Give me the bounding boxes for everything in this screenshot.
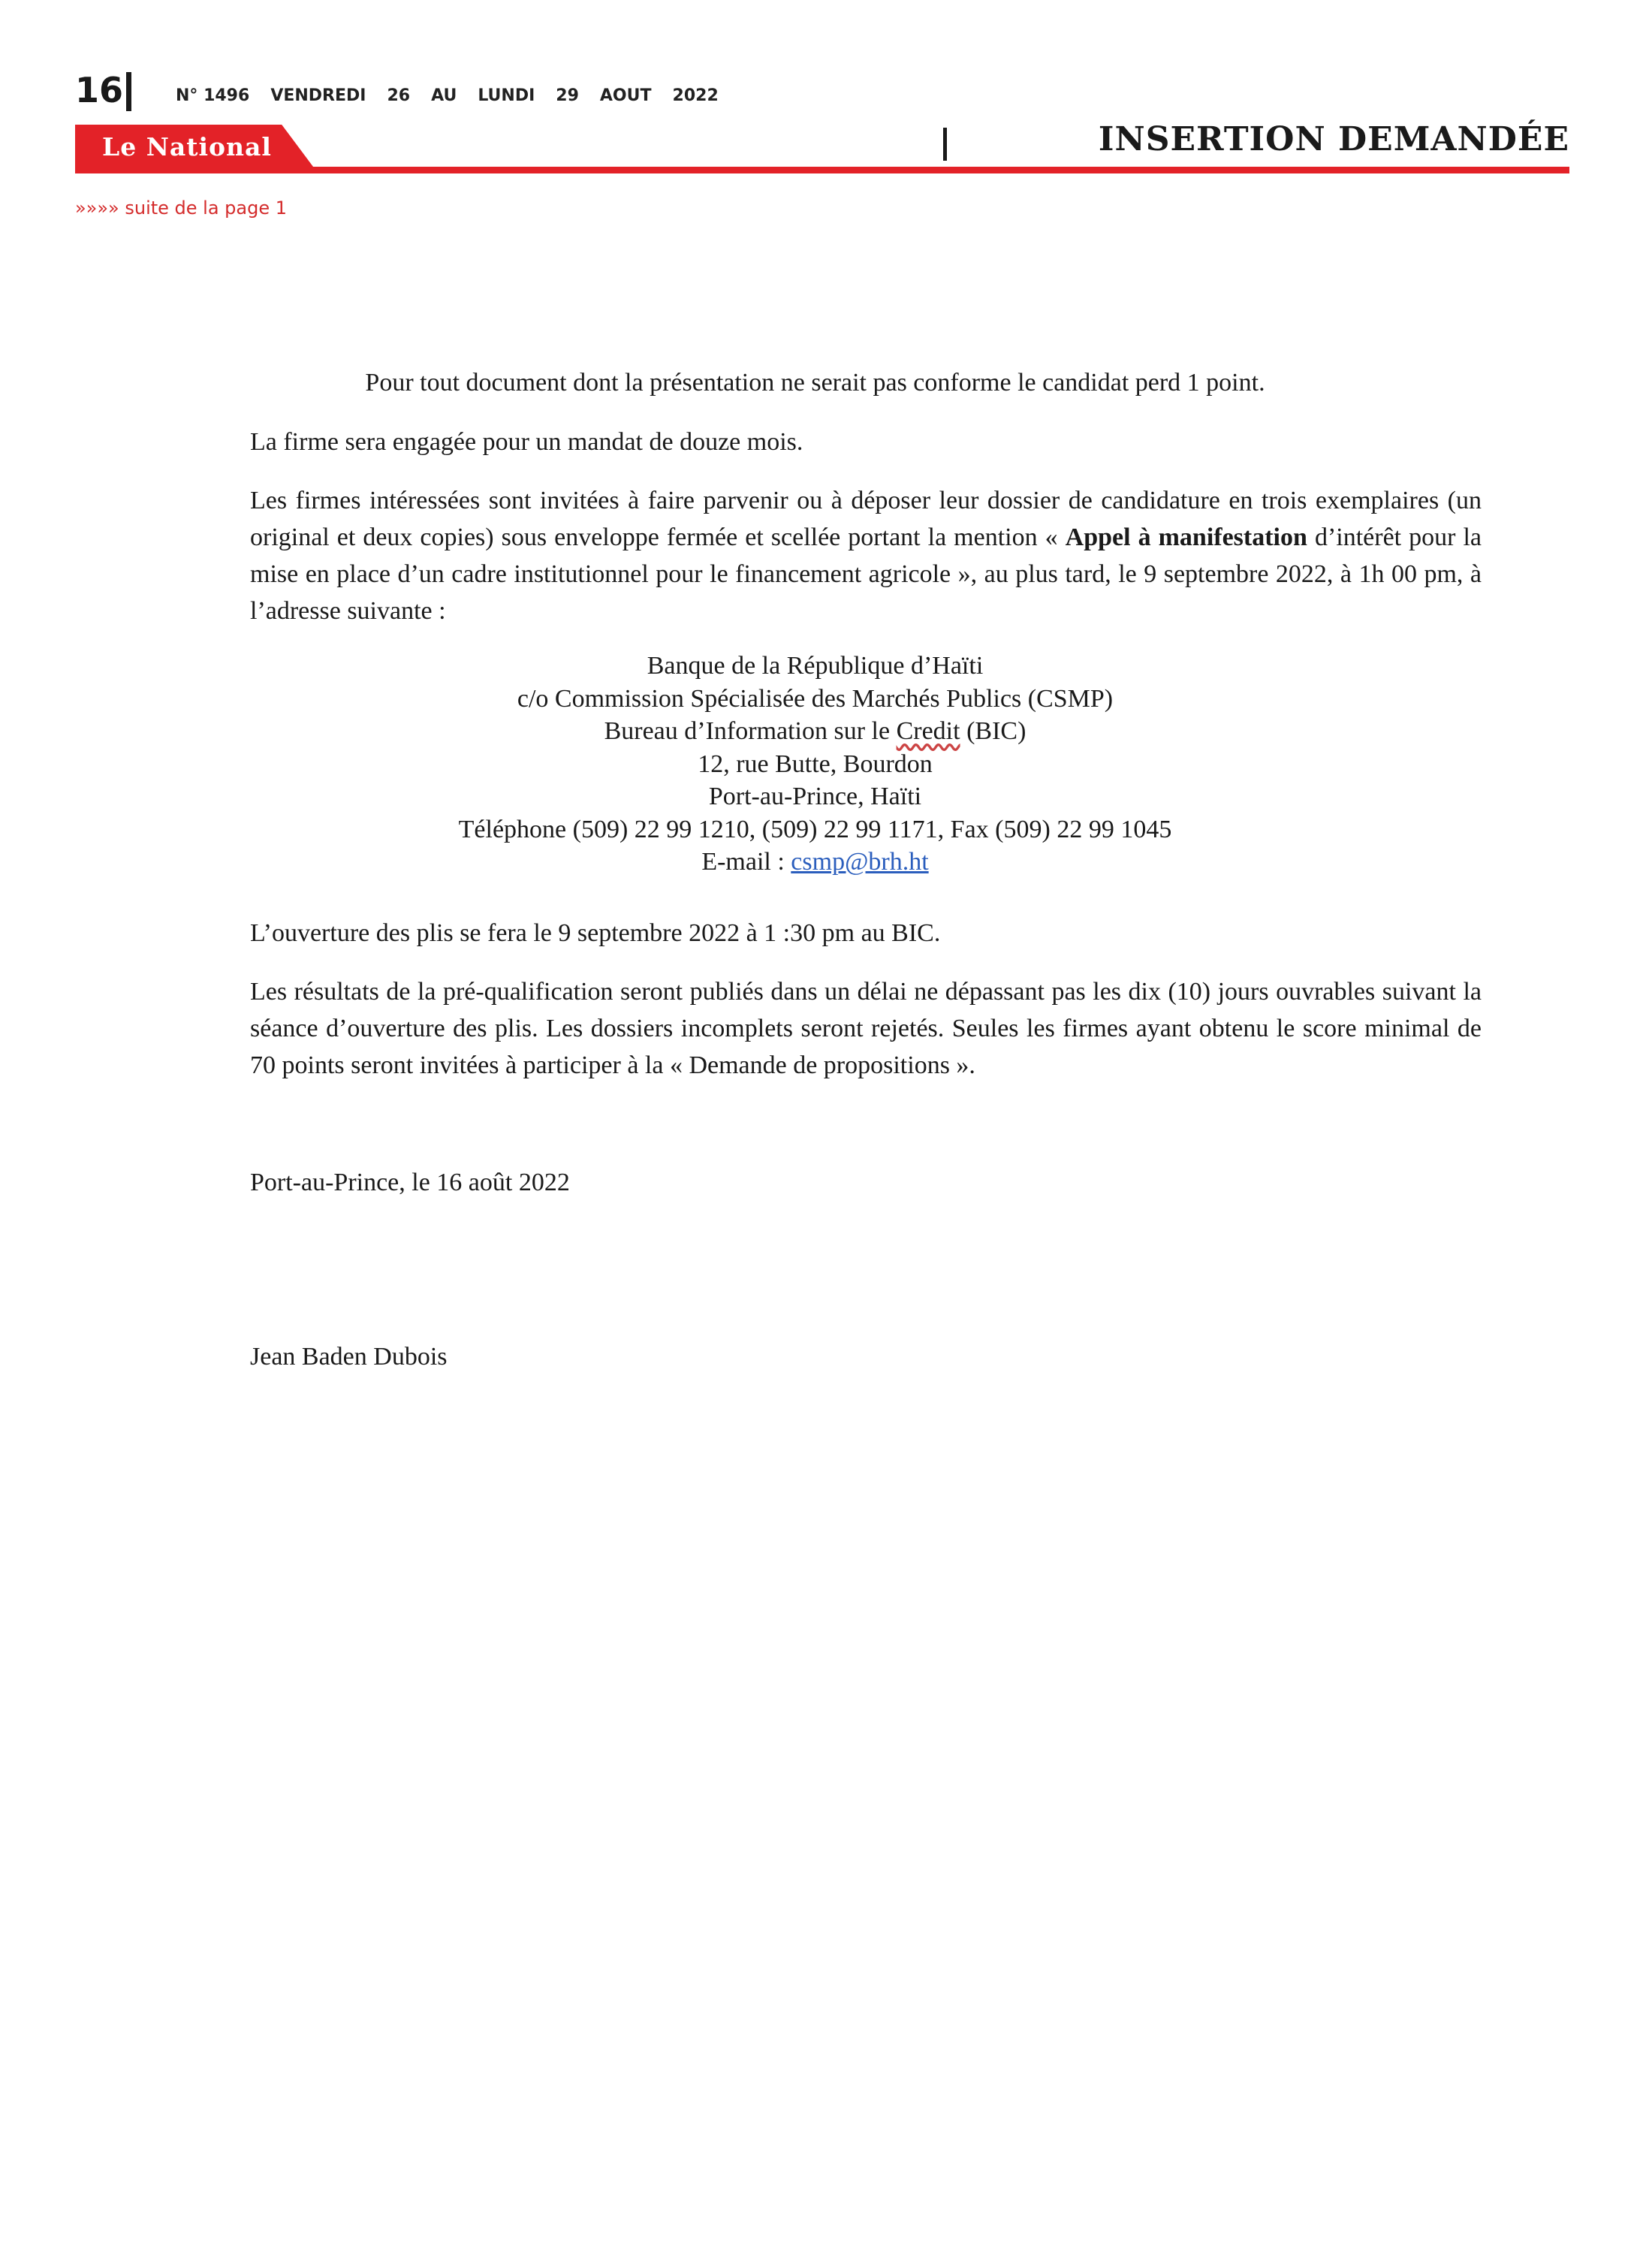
date-year: 2022: [672, 86, 719, 105]
paragraph-mandate: La firme sera engagée pour un mandat de douze mois.: [250, 428, 803, 456]
place-date: Port-au-Prince, le 16 août 2022: [250, 1169, 570, 1196]
continuation-note: »»»» suite de la page 1: [75, 198, 288, 219]
address-line-email: [250, 846, 1380, 879]
address-line-bureau: [250, 715, 1380, 748]
address-line-phone: Téléphone (509) 22 99 1210, (509) 22 99 1171, Fax (509) 22 99 1045: [458, 815, 1172, 843]
issue-number: N° 1496: [176, 86, 250, 105]
header-red-rule: [75, 167, 1569, 173]
address-line-commission: c/o Commission Spécialisée des Marchés Publics (CSMP): [517, 684, 1114, 713]
section-title: INSERTION DEMANDÉE: [1098, 120, 1569, 158]
signatory-name: Jean Baden Dubois: [250, 1343, 448, 1371]
paragraph-opening: L’ouverture des plis se fera le 9 septembre 2022 à 1 :30 pm au BIC.: [250, 919, 941, 947]
address-block: [250, 650, 1380, 879]
issue-date-line: [176, 86, 740, 107]
date-day-end: 29: [556, 86, 579, 105]
bureau-suffix: (BIC): [960, 717, 1026, 745]
email-label: E-mail :: [701, 848, 791, 876]
submission-text-start: Les firmes intéressées sont invitées à faire parvenir ou à déposer leur dossier de candidature en trois exemplaires (un original et deux copies) sous enveloppe fermée et scellée portant la mention «: [250, 487, 1482, 551]
address-line-street: 12, rue Butte, Bourdon: [698, 749, 933, 778]
bureau-credit-word: Credit: [896, 717, 960, 745]
address-line-bank: Banque de la République d’Haïti: [647, 652, 984, 680]
date-day-start: 26: [387, 86, 411, 105]
section-divider: [943, 128, 947, 161]
paragraph-penalty: Pour tout document dont la présentation ne serait pas conforme le candidat perd 1 point.: [365, 369, 1265, 397]
submission-bold-text: Appel à manifestation: [1065, 523, 1307, 551]
submission-text-end: d’intérêt pour la mise en place d’un cadre institutionnel pour le financement agricole », au plus tard, le 9 septembre 2022, à 1h 00 pm, à l’adresse suivante :: [250, 523, 1482, 625]
date-connector: AU: [431, 86, 457, 105]
date-month: AOUT: [599, 86, 652, 105]
paragraph-submission: [250, 482, 1482, 629]
brand-name: Le National: [102, 132, 272, 161]
date-weekday-start: VENDREDI: [270, 86, 366, 105]
email-link[interactable]: csmp@brh.ht: [791, 848, 929, 876]
page-number: 16: [75, 70, 124, 110]
date-weekday-end: LUNDI: [478, 86, 535, 105]
bureau-prefix: Bureau d’Information sur le: [604, 717, 897, 745]
page-number-divider: [126, 72, 131, 111]
paragraph-results: Les résultats de la pré-qualification seront publiés dans un délai ne dépassant pas les dix (10) jours ouvrables suivant la séance d’ouverture des plis. Les dossiers incomplets seront rejetés. Seules les firmes ayant obtenu le score minimal de 70 points seront invitées à participer à la « Demande de propositions ».: [250, 978, 1482, 1079]
address-line-city: Port-au-Prince, Haïti: [708, 783, 922, 810]
page-header: [0, 0, 1652, 225]
